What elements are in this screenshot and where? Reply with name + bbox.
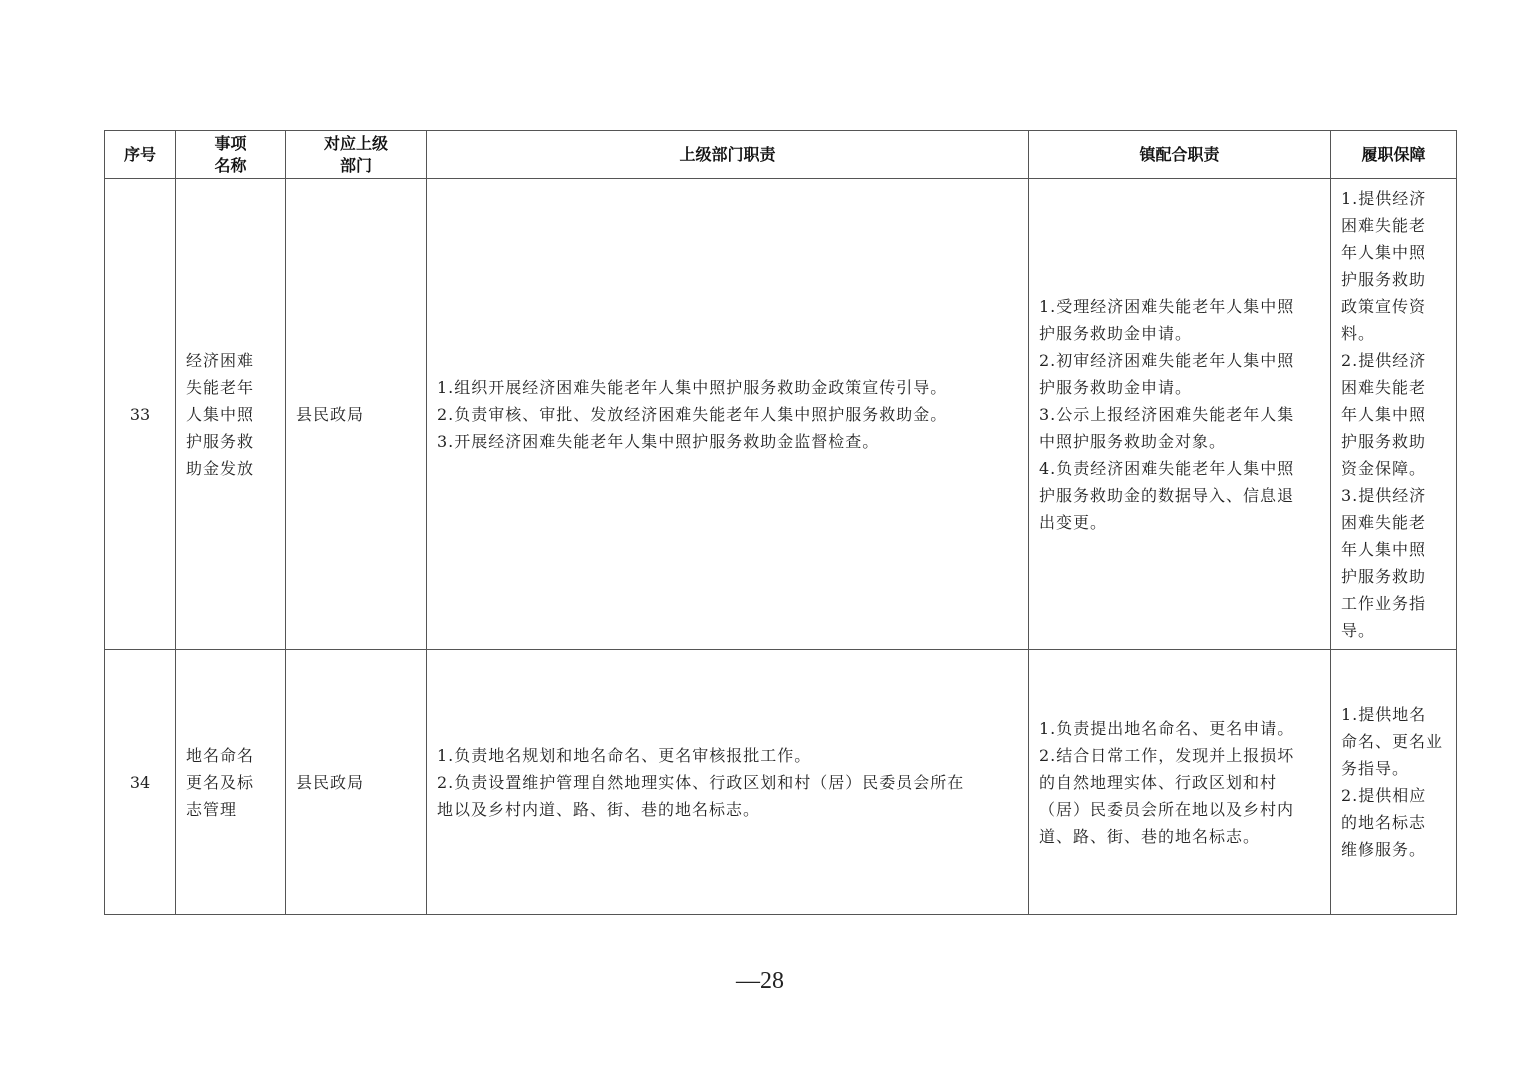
dept-cell: 县民政局 [286,179,427,650]
guarantee-cell: 1.提供地名 命名、更名业 务指导。 2.提供相应 的地名标志 维修服务。 [1331,650,1457,915]
town-duties-cell: 1.受理经济困难失能老年人集中照 护服务救助金申请。 2.初审经济困难失能老年人集中照 护服务救助金申请。 3.公示上报经济困难失能老年人集 中照护服务救助金对象。 4.负责经济困难失能老年人集中照 护服务救助金的数据导入、信息退 出变更。 [1029,179,1331,650]
town-duties-cell: 1.负责提出地名命名、更名申请。 2.结合日常工作，发现并上报损坏 的自然地理实体、行政区划和村 （居）民委员会所在地以及乡村内 道、路、街、巷的地名标志。 [1029,650,1331,915]
header-guarantee: 履职保障 [1331,131,1457,179]
seq-cell: 34 [105,650,176,915]
superior-duties-cell: 1.组织开展经济困难失能老年人集中照护服务救助金政策宣传引导。 2.负责审核、审批、发放经济困难失能老年人集中照护服务救助金。 3.开展经济困难失能老年人集中照护服务救助金监督检查。 [427,179,1029,650]
header-row [105,131,1457,179]
header-superior-dept: 对应上级 部门 [286,131,427,179]
superior-duties-cell: 1.负责地名规划和地名命名、更名审核报批工作。 2.负责设置维护管理自然地理实体、行政区划和村（居）民委员会所在 地以及乡村内道、路、街、巷的地名标志。 [427,650,1029,915]
guarantee-cell: 1.提供经济 困难失能老 年人集中照 护服务救助 政策宣传资 料。 2.提供经济 困难失能老 年人集中照 护服务救助 资金保障。 3.提供经济 困难失能老 年人集中照 护服务救助 工作业务指 导。 [1331,179,1457,650]
header-superior-duties: 上级部门职责 [427,131,1029,179]
header-item-name: 事项 名称 [176,131,286,179]
duty-table [104,130,1457,915]
item-name-cell: 地名命名 更名及标 志管理 [176,650,286,915]
item-name-cell: 经济困难 失能老年 人集中照 护服务救 助金发放 [176,179,286,650]
page-number: —28 [736,968,784,994]
table-row [105,650,1457,915]
table-row [105,179,1457,650]
dept-cell: 县民政局 [286,650,427,915]
header-seq: 序号 [105,131,176,179]
seq-cell: 33 [105,179,176,650]
header-town-duties: 镇配合职责 [1029,131,1331,179]
